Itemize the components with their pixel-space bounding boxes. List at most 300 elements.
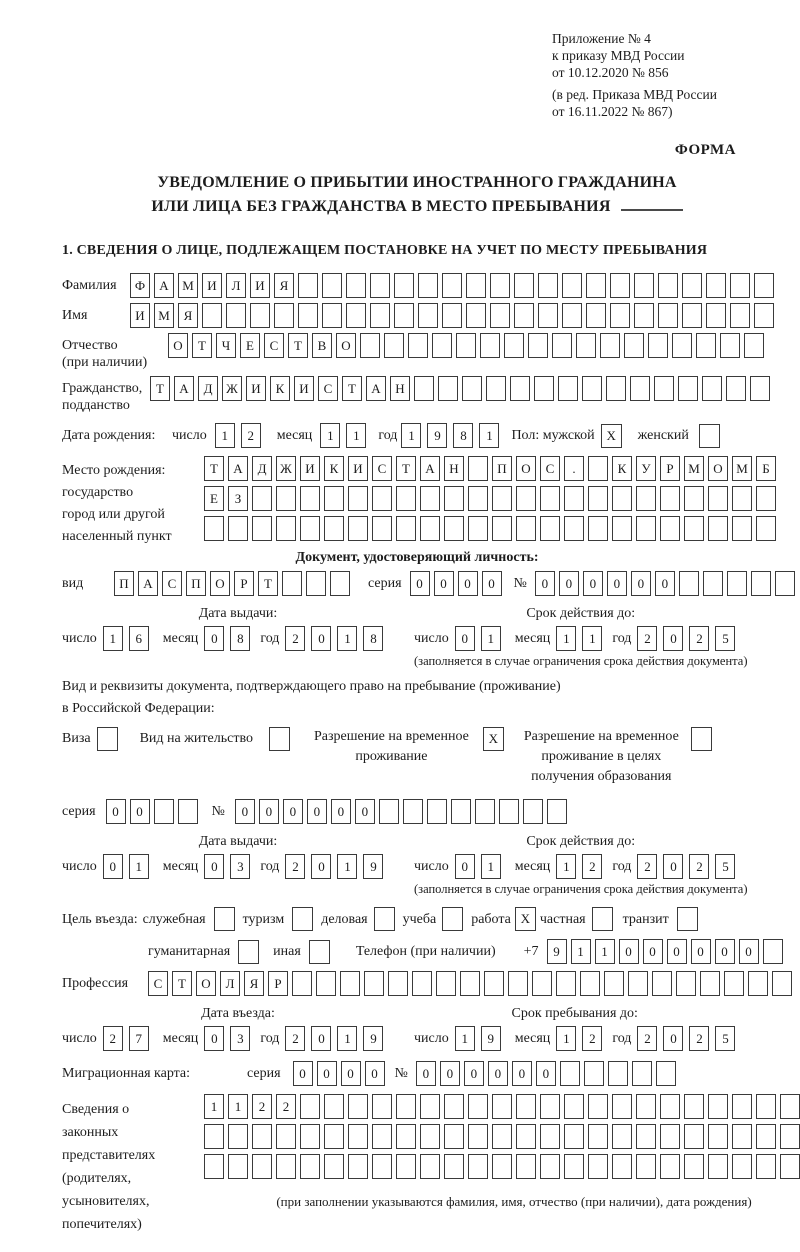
char-box[interactable] <box>468 456 488 481</box>
char-box[interactable] <box>658 273 678 298</box>
title-blank-line[interactable] <box>621 198 683 211</box>
char-box[interactable]: Т <box>288 333 308 358</box>
char-box[interactable] <box>403 799 423 824</box>
char-box[interactable]: Я <box>274 273 294 298</box>
char-box[interactable] <box>372 486 392 511</box>
char-box[interactable] <box>534 376 554 401</box>
char-box[interactable] <box>652 971 672 996</box>
char-box[interactable]: 0 <box>130 799 150 824</box>
char-box[interactable] <box>490 303 510 328</box>
char-box[interactable]: 0 <box>667 939 687 964</box>
char-box[interactable]: 1 <box>481 854 501 879</box>
char-box[interactable]: 1 <box>571 939 591 964</box>
char-box[interactable] <box>600 333 620 358</box>
char-box[interactable]: 8 <box>230 626 250 651</box>
char-box[interactable]: М <box>732 456 752 481</box>
char-box[interactable] <box>420 1124 440 1149</box>
char-box[interactable] <box>298 303 318 328</box>
checkbox-private[interactable] <box>592 907 613 931</box>
char-box[interactable] <box>564 1154 584 1179</box>
char-box[interactable] <box>528 333 548 358</box>
char-box[interactable]: 0 <box>715 939 735 964</box>
char-box[interactable]: А <box>366 376 386 401</box>
char-box[interactable] <box>370 273 390 298</box>
char-box[interactable]: 0 <box>482 571 502 596</box>
char-box[interactable]: 0 <box>619 939 639 964</box>
char-box[interactable]: 0 <box>204 1026 224 1051</box>
char-box[interactable]: 0 <box>559 571 579 596</box>
char-box[interactable]: 0 <box>455 626 475 651</box>
char-box[interactable] <box>660 486 680 511</box>
char-box[interactable] <box>703 571 723 596</box>
checkbox-temp-residence[interactable]: X <box>483 727 504 751</box>
char-box[interactable] <box>418 303 438 328</box>
char-box[interactable] <box>466 303 486 328</box>
char-box[interactable]: С <box>318 376 338 401</box>
char-box[interactable] <box>660 516 680 541</box>
char-box[interactable]: 0 <box>355 799 375 824</box>
char-box[interactable] <box>562 273 582 298</box>
char-box[interactable] <box>708 486 728 511</box>
char-box[interactable] <box>540 1094 560 1119</box>
char-box[interactable]: 1 <box>481 626 501 651</box>
char-box[interactable] <box>504 333 524 358</box>
char-box[interactable] <box>282 571 302 596</box>
char-box[interactable] <box>588 1094 608 1119</box>
char-box[interactable]: 2 <box>582 854 602 879</box>
char-box[interactable]: Е <box>204 486 224 511</box>
char-box[interactable] <box>751 571 771 596</box>
char-box[interactable] <box>451 799 471 824</box>
char-box[interactable] <box>748 971 768 996</box>
char-box[interactable] <box>468 1094 488 1119</box>
char-box[interactable] <box>564 486 584 511</box>
char-box[interactable] <box>538 303 558 328</box>
char-box[interactable]: . <box>564 456 584 481</box>
char-box[interactable]: А <box>154 273 174 298</box>
char-box[interactable] <box>727 571 747 596</box>
char-box[interactable] <box>420 1154 440 1179</box>
char-box[interactable] <box>274 303 294 328</box>
char-box[interactable] <box>456 333 476 358</box>
char-box[interactable] <box>700 971 720 996</box>
char-box[interactable] <box>552 333 572 358</box>
char-box[interactable] <box>720 333 740 358</box>
char-box[interactable] <box>408 333 428 358</box>
char-box[interactable]: И <box>130 303 150 328</box>
char-box[interactable]: 2 <box>276 1094 296 1119</box>
char-box[interactable]: 0 <box>488 1061 508 1086</box>
char-box[interactable] <box>468 1154 488 1179</box>
char-box[interactable] <box>444 486 464 511</box>
char-box[interactable] <box>252 1154 272 1179</box>
char-box[interactable] <box>564 516 584 541</box>
char-box[interactable]: 0 <box>204 854 224 879</box>
char-box[interactable]: Е <box>240 333 260 358</box>
char-box[interactable] <box>612 486 632 511</box>
char-box[interactable] <box>348 486 368 511</box>
char-box[interactable] <box>462 376 482 401</box>
char-box[interactable] <box>756 1094 776 1119</box>
char-box[interactable]: М <box>178 273 198 298</box>
char-box[interactable] <box>754 303 774 328</box>
char-box[interactable]: Я <box>244 971 264 996</box>
char-box[interactable] <box>730 273 750 298</box>
char-box[interactable] <box>708 1154 728 1179</box>
char-box[interactable] <box>348 1094 368 1119</box>
char-box[interactable] <box>726 376 746 401</box>
char-box[interactable] <box>427 799 447 824</box>
char-box[interactable]: 5 <box>715 626 735 651</box>
char-box[interactable] <box>324 1154 344 1179</box>
char-box[interactable]: 2 <box>637 626 657 651</box>
char-box[interactable] <box>708 1094 728 1119</box>
char-box[interactable]: 0 <box>631 571 651 596</box>
checkbox-female[interactable] <box>699 424 720 448</box>
checkbox-temp-residence-education[interactable] <box>691 727 712 751</box>
char-box[interactable] <box>324 486 344 511</box>
char-box[interactable] <box>684 516 704 541</box>
char-box[interactable] <box>372 1094 392 1119</box>
char-box[interactable] <box>556 971 576 996</box>
char-box[interactable]: 1 <box>337 1026 357 1051</box>
char-box[interactable]: 1 <box>455 1026 475 1051</box>
char-box[interactable]: Р <box>268 971 288 996</box>
char-box[interactable] <box>300 516 320 541</box>
checkbox-work[interactable]: X <box>515 907 536 931</box>
char-box[interactable] <box>780 1094 800 1119</box>
char-box[interactable] <box>678 376 698 401</box>
char-box[interactable]: 0 <box>204 626 224 651</box>
char-box[interactable] <box>744 333 764 358</box>
char-box[interactable] <box>514 273 534 298</box>
char-box[interactable] <box>750 376 770 401</box>
char-box[interactable] <box>202 303 222 328</box>
char-box[interactable]: М <box>154 303 174 328</box>
char-box[interactable] <box>154 799 174 824</box>
char-box[interactable] <box>475 799 495 824</box>
char-box[interactable] <box>672 333 692 358</box>
char-box[interactable]: 1 <box>401 423 421 448</box>
char-box[interactable]: О <box>516 456 536 481</box>
char-box[interactable] <box>346 273 366 298</box>
char-box[interactable] <box>420 486 440 511</box>
char-box[interactable] <box>682 303 702 328</box>
char-box[interactable] <box>732 486 752 511</box>
char-box[interactable] <box>298 273 318 298</box>
char-box[interactable]: 0 <box>365 1061 385 1086</box>
char-box[interactable] <box>656 1061 676 1086</box>
char-box[interactable]: Ч <box>216 333 236 358</box>
char-box[interactable] <box>564 1124 584 1149</box>
char-box[interactable] <box>775 571 795 596</box>
char-box[interactable] <box>436 971 456 996</box>
char-box[interactable] <box>486 376 506 401</box>
char-box[interactable] <box>228 516 248 541</box>
char-box[interactable] <box>499 799 519 824</box>
char-box[interactable]: 1 <box>582 626 602 651</box>
char-box[interactable]: Л <box>226 273 246 298</box>
char-box[interactable] <box>612 1124 632 1149</box>
char-box[interactable] <box>438 376 458 401</box>
char-box[interactable] <box>660 1094 680 1119</box>
char-box[interactable] <box>510 376 530 401</box>
char-box[interactable] <box>322 303 342 328</box>
char-box[interactable] <box>610 303 630 328</box>
char-box[interactable]: 2 <box>103 1026 123 1051</box>
char-box[interactable]: 6 <box>129 626 149 651</box>
char-box[interactable] <box>756 1154 776 1179</box>
char-box[interactable]: 0 <box>410 571 430 596</box>
char-box[interactable] <box>414 376 434 401</box>
char-box[interactable]: 3 <box>230 1026 250 1051</box>
char-box[interactable] <box>540 1154 560 1179</box>
char-box[interactable]: 2 <box>689 1026 709 1051</box>
char-box[interactable]: 1 <box>215 423 235 448</box>
char-box[interactable] <box>360 333 380 358</box>
char-box[interactable]: К <box>324 456 344 481</box>
char-box[interactable]: С <box>540 456 560 481</box>
char-box[interactable] <box>660 1124 680 1149</box>
char-box[interactable] <box>396 1124 416 1149</box>
char-box[interactable] <box>444 516 464 541</box>
char-box[interactable] <box>466 273 486 298</box>
char-box[interactable] <box>316 971 336 996</box>
checkbox-tourism[interactable] <box>292 907 313 931</box>
char-box[interactable]: И <box>348 456 368 481</box>
char-box[interactable] <box>684 1154 704 1179</box>
char-box[interactable] <box>322 273 342 298</box>
char-box[interactable] <box>540 486 560 511</box>
char-box[interactable] <box>480 333 500 358</box>
char-box[interactable] <box>204 516 224 541</box>
char-box[interactable]: 0 <box>607 571 627 596</box>
char-box[interactable]: О <box>168 333 188 358</box>
char-box[interactable]: С <box>162 571 182 596</box>
char-box[interactable]: П <box>186 571 206 596</box>
char-box[interactable] <box>588 486 608 511</box>
char-box[interactable]: О <box>708 456 728 481</box>
char-box[interactable] <box>228 1124 248 1149</box>
char-box[interactable]: 9 <box>481 1026 501 1051</box>
char-box[interactable] <box>730 303 750 328</box>
char-box[interactable]: Л <box>220 971 240 996</box>
char-box[interactable] <box>523 799 543 824</box>
char-box[interactable]: 1 <box>129 854 149 879</box>
char-box[interactable] <box>492 1124 512 1149</box>
char-box[interactable]: 1 <box>337 854 357 879</box>
char-box[interactable] <box>394 303 414 328</box>
char-box[interactable] <box>636 1124 656 1149</box>
char-box[interactable]: 2 <box>637 1026 657 1051</box>
char-box[interactable] <box>276 486 296 511</box>
char-box[interactable]: З <box>228 486 248 511</box>
char-box[interactable]: И <box>250 273 270 298</box>
char-box[interactable]: 0 <box>331 799 351 824</box>
char-box[interactable] <box>492 1094 512 1119</box>
char-box[interactable] <box>516 486 536 511</box>
char-box[interactable] <box>444 1124 464 1149</box>
char-box[interactable] <box>420 516 440 541</box>
char-box[interactable]: 2 <box>285 626 305 651</box>
char-box[interactable] <box>540 1124 560 1149</box>
char-box[interactable] <box>394 273 414 298</box>
checkbox-residence-permit[interactable] <box>269 727 290 751</box>
char-box[interactable]: 0 <box>283 799 303 824</box>
char-box[interactable]: 9 <box>363 1026 383 1051</box>
char-box[interactable]: Т <box>396 456 416 481</box>
char-box[interactable]: К <box>270 376 290 401</box>
char-box[interactable] <box>324 1124 344 1149</box>
char-box[interactable] <box>276 516 296 541</box>
char-box[interactable] <box>780 1154 800 1179</box>
char-box[interactable] <box>204 1124 224 1149</box>
char-box[interactable]: П <box>114 571 134 596</box>
char-box[interactable] <box>636 516 656 541</box>
char-box[interactable]: 0 <box>259 799 279 824</box>
char-box[interactable]: 0 <box>106 799 126 824</box>
char-box[interactable]: 8 <box>453 423 473 448</box>
char-box[interactable] <box>508 971 528 996</box>
checkbox-business[interactable] <box>374 907 395 931</box>
char-box[interactable]: Н <box>444 456 464 481</box>
char-box[interactable]: Б <box>756 456 776 481</box>
char-box[interactable]: 2 <box>241 423 261 448</box>
char-box[interactable] <box>340 971 360 996</box>
char-box[interactable] <box>754 273 774 298</box>
char-box[interactable]: 0 <box>536 1061 556 1086</box>
char-box[interactable] <box>228 1154 248 1179</box>
checkbox-male[interactable]: X <box>601 424 622 448</box>
char-box[interactable]: А <box>228 456 248 481</box>
char-box[interactable]: 2 <box>285 854 305 879</box>
char-box[interactable] <box>610 273 630 298</box>
char-box[interactable] <box>547 799 567 824</box>
char-box[interactable] <box>490 273 510 298</box>
char-box[interactable] <box>226 303 246 328</box>
char-box[interactable] <box>612 1154 632 1179</box>
char-box[interactable]: 0 <box>691 939 711 964</box>
char-box[interactable] <box>588 456 608 481</box>
char-box[interactable]: 0 <box>739 939 759 964</box>
char-box[interactable] <box>684 1124 704 1149</box>
char-box[interactable] <box>732 1124 752 1149</box>
char-box[interactable] <box>300 486 320 511</box>
char-box[interactable] <box>324 1094 344 1119</box>
char-box[interactable] <box>763 939 783 964</box>
char-box[interactable]: Ж <box>222 376 242 401</box>
char-box[interactable]: Т <box>150 376 170 401</box>
char-box[interactable]: Т <box>342 376 362 401</box>
char-box[interactable] <box>252 1124 272 1149</box>
char-box[interactable] <box>540 516 560 541</box>
char-box[interactable] <box>492 1154 512 1179</box>
char-box[interactable] <box>732 1154 752 1179</box>
char-box[interactable]: Р <box>234 571 254 596</box>
char-box[interactable] <box>372 1124 392 1149</box>
char-box[interactable]: У <box>636 456 656 481</box>
char-box[interactable]: М <box>684 456 704 481</box>
char-box[interactable]: Т <box>258 571 278 596</box>
char-box[interactable] <box>560 1061 580 1086</box>
char-box[interactable] <box>634 273 654 298</box>
char-box[interactable] <box>306 571 326 596</box>
char-box[interactable] <box>484 971 504 996</box>
char-box[interactable]: 1 <box>337 626 357 651</box>
char-box[interactable]: 2 <box>637 854 657 879</box>
char-box[interactable]: И <box>300 456 320 481</box>
char-box[interactable] <box>630 376 650 401</box>
char-box[interactable]: 0 <box>512 1061 532 1086</box>
char-box[interactable]: А <box>174 376 194 401</box>
char-box[interactable] <box>204 1154 224 1179</box>
char-box[interactable] <box>780 1124 800 1149</box>
char-box[interactable]: О <box>196 971 216 996</box>
char-box[interactable] <box>252 486 272 511</box>
char-box[interactable]: Ф <box>130 273 150 298</box>
char-box[interactable]: 1 <box>556 626 576 651</box>
char-box[interactable] <box>636 486 656 511</box>
char-box[interactable] <box>396 1154 416 1179</box>
char-box[interactable]: 0 <box>464 1061 484 1086</box>
char-box[interactable]: И <box>246 376 266 401</box>
checkbox-visa[interactable] <box>97 727 118 751</box>
char-box[interactable]: 0 <box>440 1061 460 1086</box>
char-box[interactable] <box>372 516 392 541</box>
char-box[interactable]: 0 <box>311 1026 331 1051</box>
char-box[interactable] <box>388 971 408 996</box>
char-box[interactable] <box>370 303 390 328</box>
char-box[interactable] <box>660 1154 680 1179</box>
char-box[interactable] <box>276 1124 296 1149</box>
char-box[interactable] <box>538 273 558 298</box>
char-box[interactable] <box>708 516 728 541</box>
char-box[interactable] <box>634 303 654 328</box>
char-box[interactable] <box>418 273 438 298</box>
char-box[interactable]: И <box>202 273 222 298</box>
char-box[interactable] <box>396 1094 416 1119</box>
char-box[interactable]: 0 <box>663 1026 683 1051</box>
char-box[interactable] <box>250 303 270 328</box>
char-box[interactable]: Т <box>192 333 212 358</box>
char-box[interactable]: Д <box>252 456 272 481</box>
char-box[interactable] <box>420 1094 440 1119</box>
char-box[interactable] <box>588 1124 608 1149</box>
char-box[interactable] <box>612 516 632 541</box>
char-box[interactable] <box>396 486 416 511</box>
char-box[interactable]: 1 <box>320 423 340 448</box>
char-box[interactable] <box>516 1094 536 1119</box>
char-box[interactable] <box>608 1061 628 1086</box>
char-box[interactable]: 1 <box>346 423 366 448</box>
char-box[interactable] <box>516 1154 536 1179</box>
char-box[interactable]: 0 <box>311 626 331 651</box>
char-box[interactable] <box>396 516 416 541</box>
char-box[interactable]: С <box>264 333 284 358</box>
char-box[interactable]: 0 <box>643 939 663 964</box>
char-box[interactable]: 0 <box>103 854 123 879</box>
char-box[interactable] <box>444 1154 464 1179</box>
char-box[interactable]: 0 <box>434 571 454 596</box>
char-box[interactable] <box>604 971 624 996</box>
char-box[interactable] <box>576 333 596 358</box>
char-box[interactable]: 0 <box>663 854 683 879</box>
char-box[interactable]: 2 <box>285 1026 305 1051</box>
char-box[interactable] <box>364 971 384 996</box>
checkbox-transit[interactable] <box>677 907 698 931</box>
char-box[interactable] <box>324 516 344 541</box>
char-box[interactable] <box>178 799 198 824</box>
